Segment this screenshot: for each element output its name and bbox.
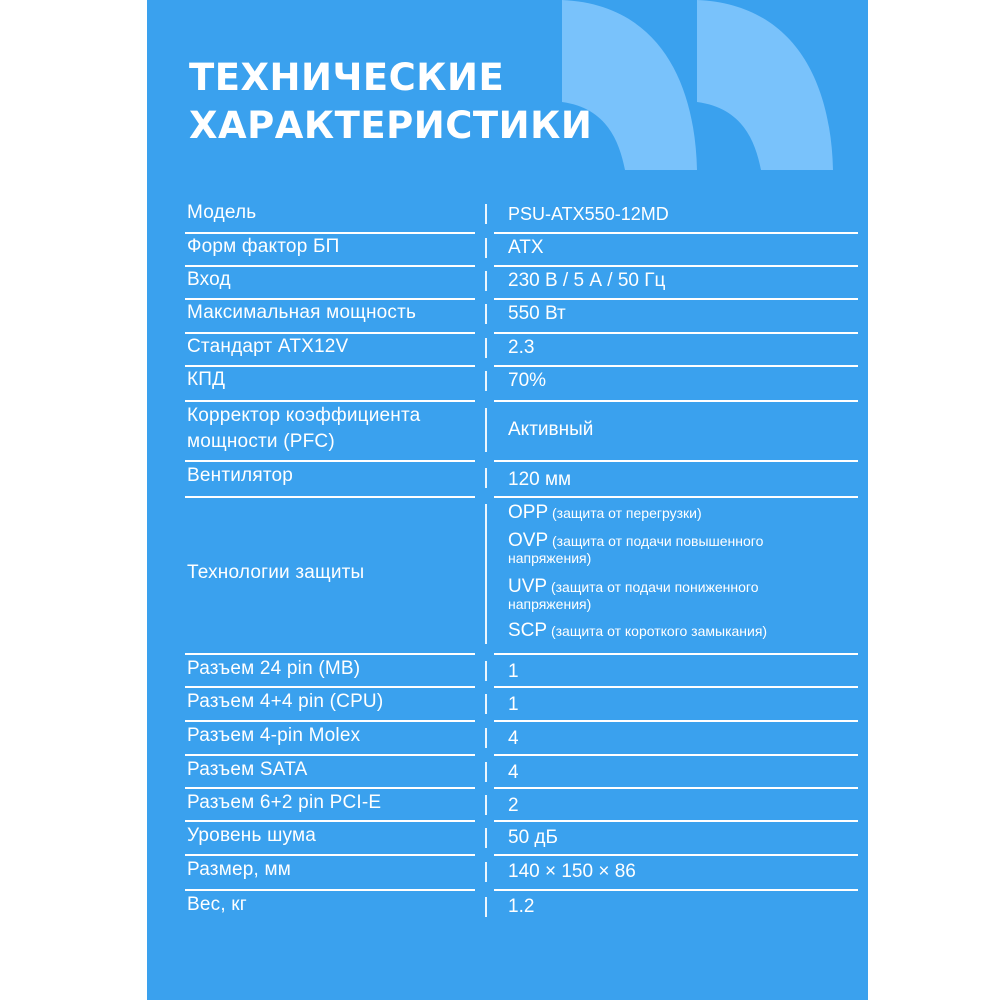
spec-label: Разъем 24 pin (MB) [187,658,361,679]
spec-row-form-factor [185,232,858,265]
column-separator [485,304,487,324]
spec-row-standard [185,332,858,365]
protection-desc-cont: напряжения) [508,550,592,566]
column-separator [485,238,487,258]
spec-label: Уровень шума [187,825,317,846]
protection-item-scp [508,622,767,640]
column-separator [485,661,487,681]
protection-item-uvp [508,578,759,613]
spec-label: Вход [187,269,231,290]
spec-value: ATX [508,237,544,258]
spec-label: Разъем 4+4 pin (CPU) [187,691,384,712]
spec-row-sata [185,754,858,787]
spec-row-fan [185,460,858,496]
spec-value: 70% [508,370,547,391]
spec-row-weight [185,889,858,925]
spec-label-line-1: Корректор коэффициента [187,405,421,426]
title-line-2: ХАРАКТЕРИСТИКИ [189,104,593,147]
spec-label-line-2: мощности (PFC) [187,431,335,452]
spec-value: 4 [508,728,519,749]
spec-value: Активный [508,419,594,440]
spec-row-molex [185,720,858,754]
protection-code: UVP [508,576,548,597]
spec-label: КПД [187,369,226,390]
spec-row-model [185,198,858,232]
spec-value: 1 [508,661,519,682]
spec-row-size [185,854,858,889]
spec-label: Вентилятор [187,465,294,486]
spec-row-max-power [185,298,858,332]
spec-label: Модель [187,202,257,223]
spec-label: Форм фактор БП [187,236,340,257]
spec-label: Технологии защиты [187,562,365,583]
protection-item-opp [508,504,702,522]
column-separator [485,468,487,488]
spec-value: 50 дБ [508,827,558,848]
spec-label: Разъем SATA [187,759,308,780]
spec-label: Максимальная мощность [187,302,417,323]
spec-value: 4 [508,762,519,783]
column-separator [485,828,487,848]
spec-label: Размер, мм [187,859,291,880]
column-separator [485,694,487,714]
title-line-1: ТЕХНИЧЕСКИЕ [189,56,505,99]
protection-desc: (защита от подачи повышенного [552,533,764,549]
protection-desc-cont: напряжения) [508,596,592,612]
spec-value: 230 В / 5 А / 50 Гц [508,270,666,291]
column-separator [485,795,487,815]
column-separator [485,504,487,644]
spec-label: Разъем 4-pin Molex [187,725,361,746]
protection-code: OPP [508,502,549,523]
spec-value: PSU-ATX550-12MD [508,204,669,224]
protection-code: OVP [508,530,549,551]
spec-row-efficiency [185,365,858,400]
spec-label: Разъем 6+2 pin PCI-E [187,792,382,813]
spec-card [147,0,868,1000]
protection-desc: (защита от короткого замыкания) [550,623,768,639]
spec-row-input [185,265,858,298]
protection-item-ovp [508,532,763,567]
spec-label: Вес, кг [187,894,247,915]
protection-desc: (защита от подачи пониженного [550,579,759,595]
column-separator [485,204,487,224]
spec-value: 2.3 [508,337,535,358]
column-separator [485,862,487,882]
spec-row-24pin [185,653,858,686]
column-separator [485,762,487,782]
spec-row-protection [185,496,858,652]
spec-row-pfc [185,400,858,460]
spec-value: 550 Вт [508,303,566,324]
protection-desc: (защита от перегрузки) [552,505,702,521]
spec-value: 1 [508,694,519,715]
column-separator [485,338,487,358]
column-separator [485,728,487,748]
spec-row-noise [185,820,858,854]
column-separator [485,897,487,917]
page-title [189,54,592,150]
spec-value: 120 мм [508,469,572,490]
column-separator [485,271,487,291]
spec-value: 140 × 150 × 86 [508,861,636,882]
spec-value: 1.2 [508,896,535,917]
spec-value: 2 [508,795,519,816]
protection-code: SCP [508,620,548,641]
spec-row-pcie [185,787,858,820]
column-separator [485,371,487,391]
spec-label: Стандарт ATX12V [187,336,349,357]
column-separator [485,408,487,452]
spec-row-cpu [185,686,858,720]
